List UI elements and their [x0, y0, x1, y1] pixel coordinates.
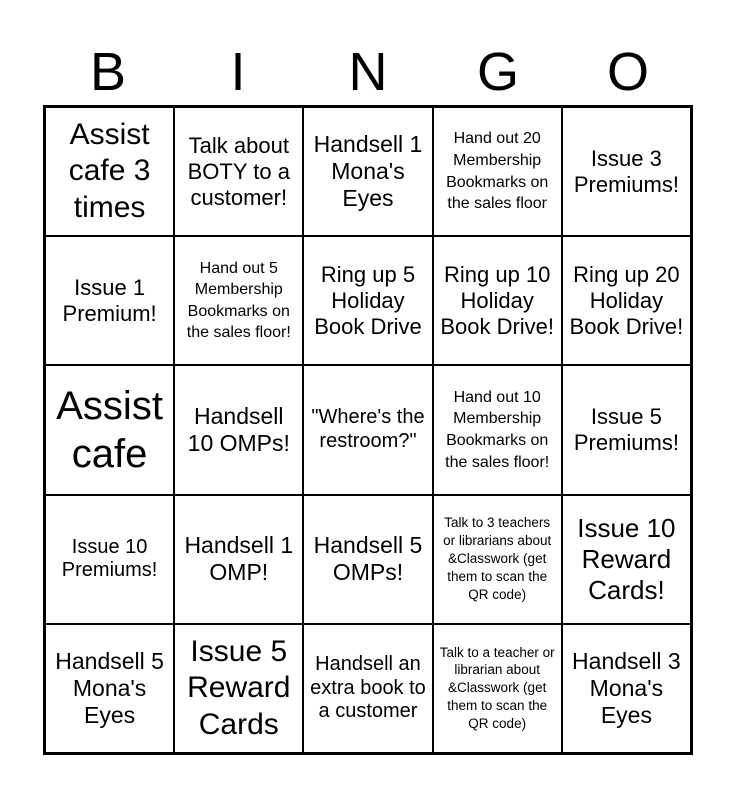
bingo-cell-r4-c3[interactable]: Handsell 5 OMPs!	[303, 495, 432, 624]
bingo-cell-r5-c2[interactable]: Issue 5 Reward Cards	[174, 624, 303, 753]
bingo-cell-r5-c3[interactable]: Handsell an extra book to a customer	[303, 624, 432, 753]
bingo-cell-r2-c5[interactable]: Ring up 20 Holiday Book Drive!	[562, 236, 691, 365]
bingo-cell-r3-c5[interactable]: Issue 5 Premiums!	[562, 365, 691, 494]
bingo-cell-r2-c4[interactable]: Ring up 10 Holiday Book Drive!	[433, 236, 562, 365]
bingo-cell-r3-c1[interactable]: Assist cafe	[45, 365, 174, 494]
bingo-cell-r1-c2[interactable]: Talk about BOTY to a customer!	[174, 107, 303, 236]
bingo-cell-r2-c1[interactable]: Issue 1 Premium!	[45, 236, 174, 365]
bingo-cell-r1-c1[interactable]: Assist cafe 3 times	[45, 107, 174, 236]
bingo-cell-r3-c3[interactable]: "Where's the restroom?"	[303, 365, 432, 494]
bingo-cell-r5-c5[interactable]: Handsell 3 Mona's Eyes	[562, 624, 691, 753]
bingo-cell-r3-c4[interactable]: Hand out 10 Membership Bookmarks on the sales floor!	[433, 365, 562, 494]
bingo-cell-r1-c5[interactable]: Issue 3 Premiums!	[562, 107, 691, 236]
bingo-cell-r5-c4[interactable]: Talk to a teacher or librarian about &Classwork (get them to scan the QR code)	[433, 624, 562, 753]
bingo-cell-r3-c2[interactable]: Handsell 10 OMPs!	[174, 365, 303, 494]
bingo-header	[43, 38, 693, 106]
bingo-cell-r4-c2[interactable]: Handsell 1 OMP!	[174, 495, 303, 624]
bingo-cell-r5-c1[interactable]: Handsell 5 Mona's Eyes	[45, 624, 174, 753]
bingo-board	[43, 105, 693, 755]
bingo-cell-r1-c3[interactable]: Handsell 1 Mona's Eyes	[303, 107, 432, 236]
header-letter-n: N	[348, 42, 388, 102]
header-letter-g: G	[476, 42, 519, 102]
header-letter-b: B	[89, 42, 127, 102]
bingo-cell-r2-c2[interactable]: Hand out 5 Membership Bookmarks on the sales floor!	[174, 236, 303, 365]
bingo-cell-r4-c5[interactable]: Issue 10 Reward Cards!	[562, 495, 691, 624]
bingo-cell-r4-c1[interactable]: Issue 10 Premiums!	[45, 495, 174, 624]
bingo-cell-r2-c3[interactable]: Ring up 5 Holiday Book Drive	[303, 236, 432, 365]
bingo-cell-r1-c4[interactable]: Hand out 20 Membership Bookmarks on the sales floor	[433, 107, 562, 236]
header-letter-i: I	[230, 42, 246, 102]
header-letter-o: O	[606, 42, 649, 102]
bingo-cell-r4-c4[interactable]: Talk to 3 teachers or librarians about &Classwork (get them to scan the QR code)	[433, 495, 562, 624]
